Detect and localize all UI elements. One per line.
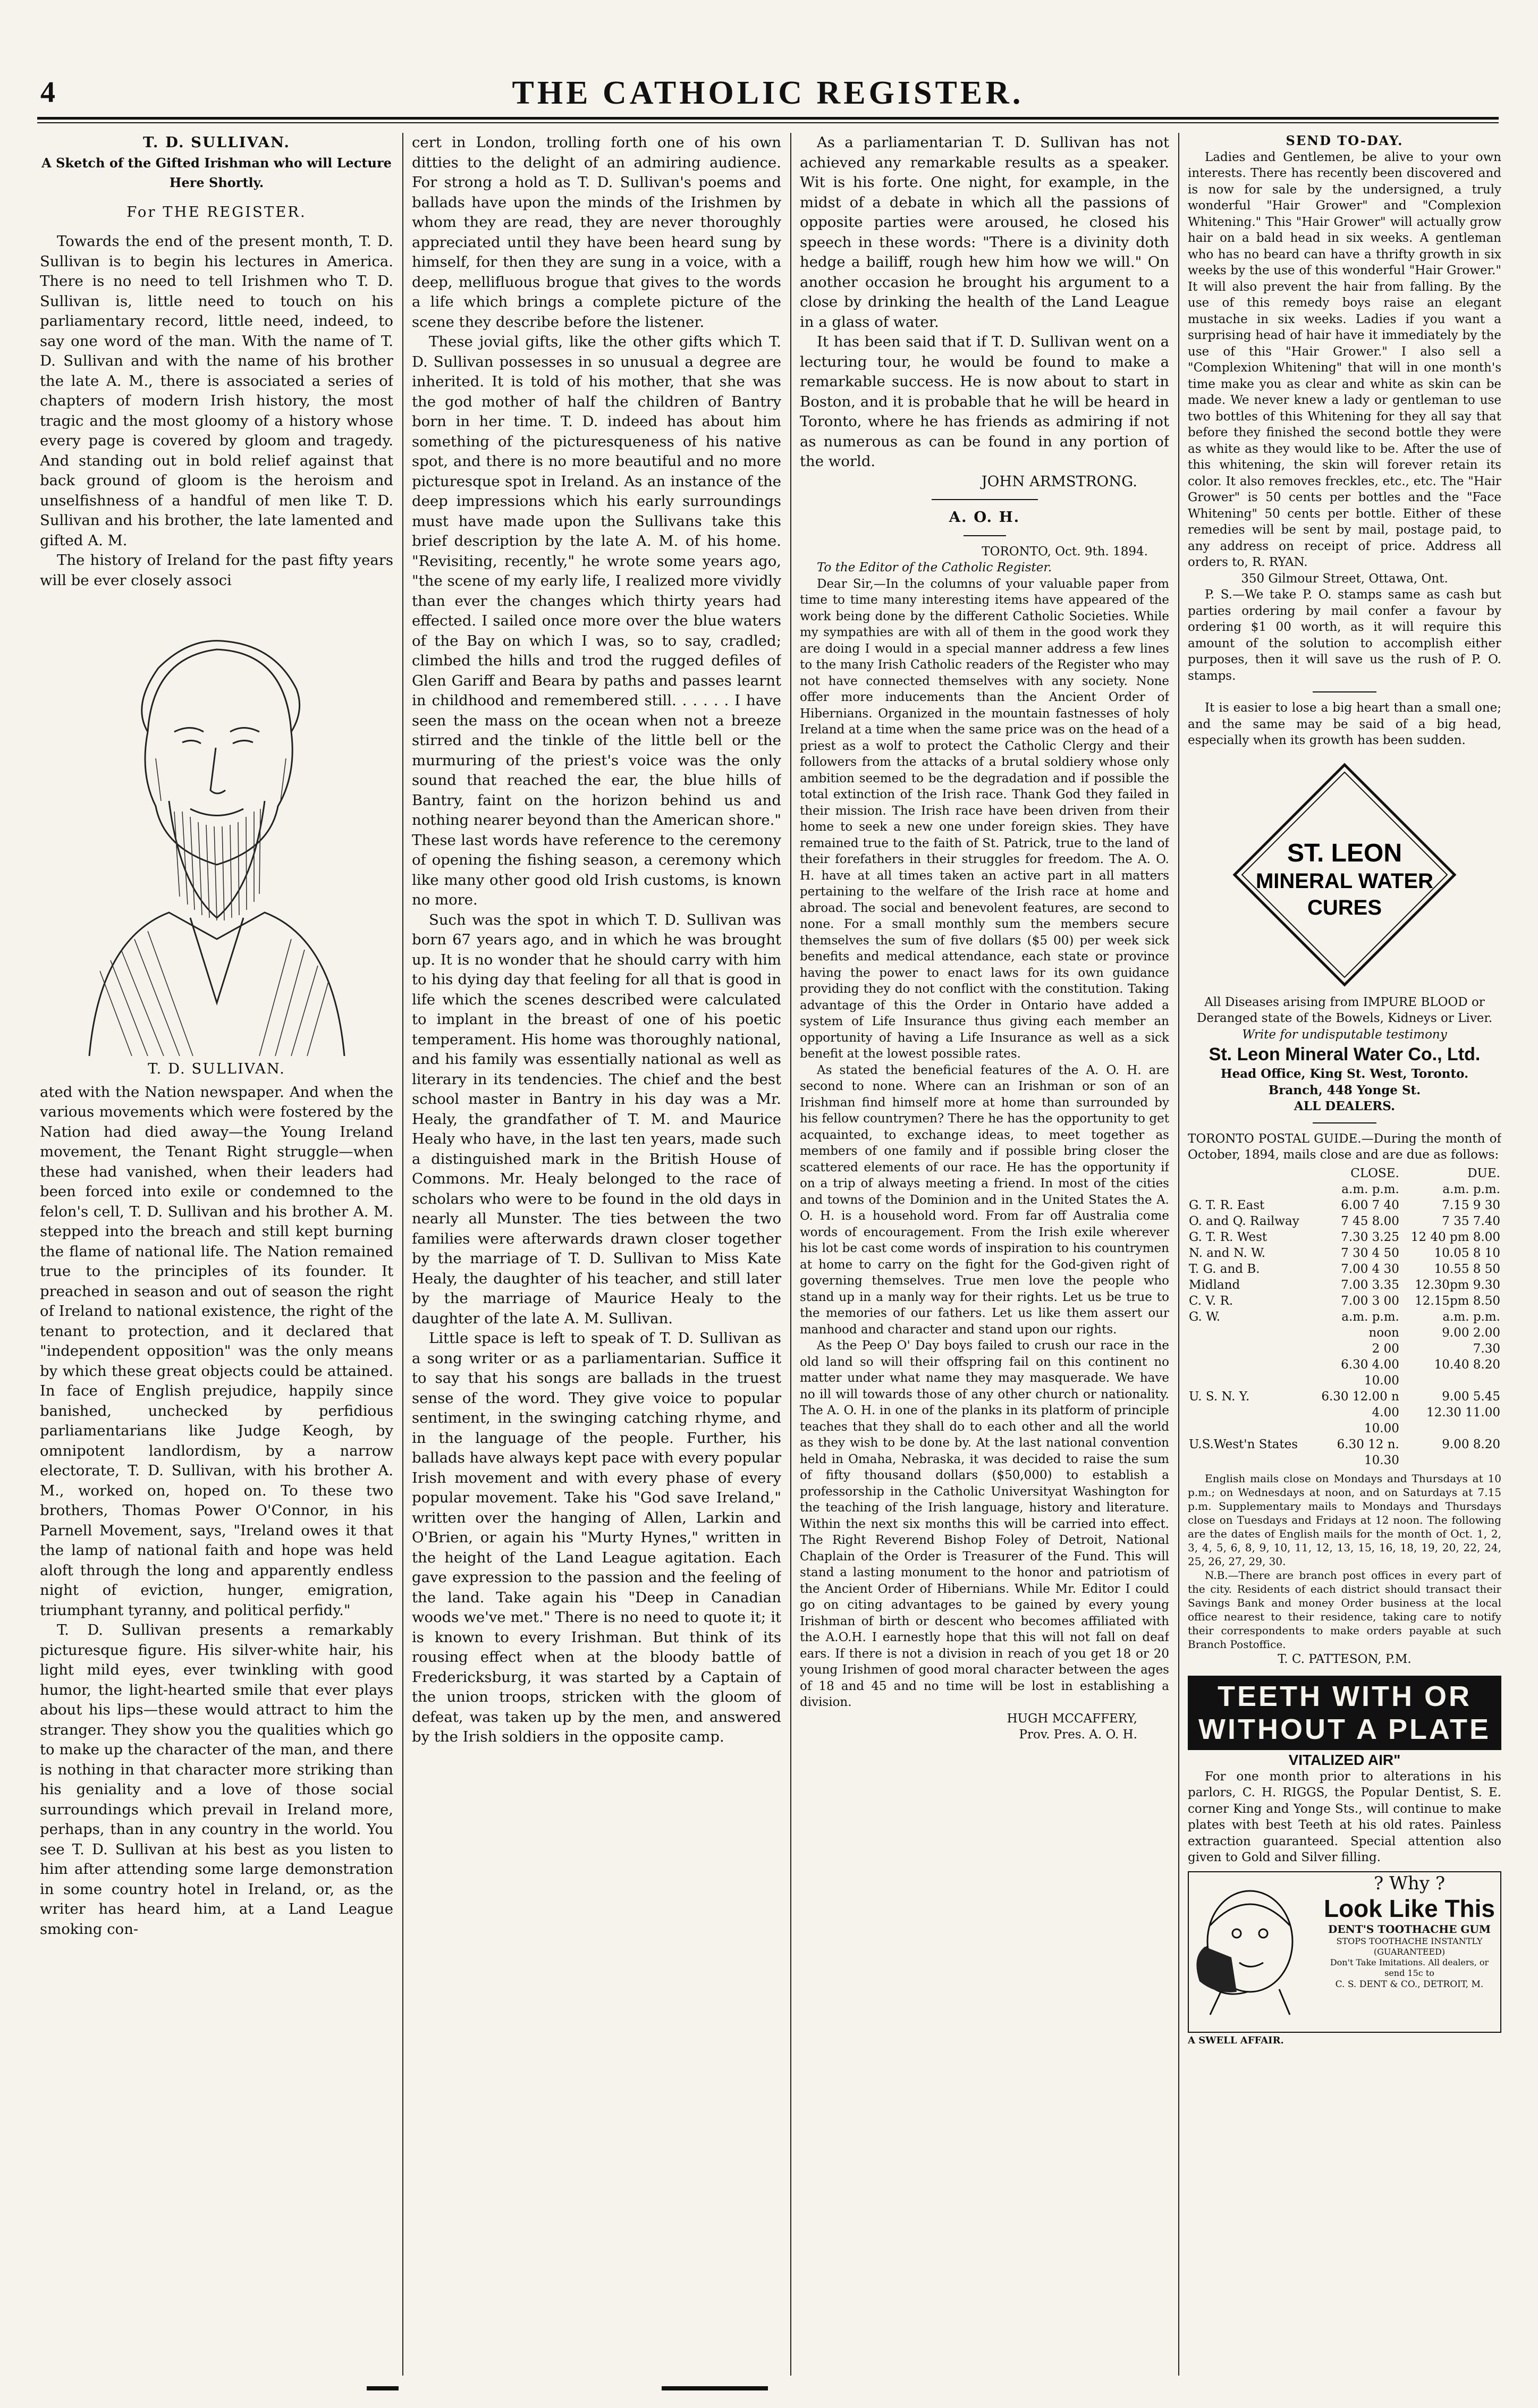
section-divider (964, 535, 1006, 536)
ad-hair-headline: SEND TO-DAY. (1286, 133, 1404, 148)
section-divider (932, 499, 1038, 500)
table-row: 10.30 (1364, 1453, 1399, 1467)
gum-guarantee: (GUARANTEED) (1373, 1946, 1446, 1957)
teeth-banner-line2: WITHOUT A PLATE (1198, 1713, 1491, 1745)
postal-subheader: a.m. p.m. (1341, 1182, 1399, 1196)
printer-mark (662, 2386, 768, 2390)
gum-product: DENT'S TOOTHACHE GUM (1328, 1922, 1491, 1936)
table-row: 10.00 (1364, 1373, 1399, 1388)
gum-headline: Look Like This (1323, 1894, 1495, 1922)
postal-guide-note: N.B.—There are branch post offices in every part of the city. Residents of each district should transact their Savings Bank and money Order business at the local office nearest to their residence, taking care to notify their correspondents to make orders payable at such Branch Postoffice. (1188, 1568, 1501, 1651)
table-row: U. S. N. Y. 6.30 12.00 n 9.00 5.45 (1189, 1389, 1500, 1404)
article-headline: T. D. SULLIVAN. (143, 134, 290, 151)
table-row: Midland 7.00 3.35 12.30pm 9.30 (1189, 1278, 1500, 1292)
column-4 (1188, 133, 1501, 2376)
table-row: T. G. and B. 7.00 4 30 10.55 8 50 (1189, 1262, 1500, 1276)
table-row: G. T. R. East 6.00 7 40 7.15 9 30 (1189, 1198, 1500, 1212)
gum-ad-text (1322, 1872, 1497, 1990)
st-leon-diamond-logo (1230, 761, 1459, 989)
postal-guide-signature: T. C. PATTESON, P.M. (1278, 1652, 1412, 1666)
ad-hair-text: Ladies and Gentlemen, be alive to your own interests. There has recently been discovered and is now for sale by the undersigned, a truly wonderful "Hair Grower" and "Complexion Whitening." This "Hair Grower" will actually grow hair on a bald head in six weeks. A gentleman who has no beard can have a thrifty growth in six weeks by the use of this wonderful "Hair Grower." It will also prevent the hair from falling. By the use of this remedy boys raise an elegant mustache in six weeks. Ladies if you want a surprising head of hair have it immediately by the use of this "Hair Grower." I also sell a "Complexion Whitening" that will in one month's time make you as clear and white as skin can be made. We never knew a lady or gentleman to use two bottles of this Whitening for they all say that before they finished the second bottle they were as white as they would like to be. After the use of this whitening, the skin will forever retain its color. It also removes freckles, etc., etc. The "Hair Grower" is 50 cents per bottles and the "Face Whitening" 50 cents per bottle. Either of these remedies will be sent by mail, postage paid, to any address on receipt of price. Address all orders to, R. RYAN. (1188, 150, 1501, 569)
article-paragraph: It has been said that if T. D. Sullivan went on a lecturing tour, he would be found to make a remarkable success. He is now about to start in Boston, and it is probable that he will be heard in Toronto, where he has friends as admiring if not as numerous as can be found in any portion of the world. (800, 333, 1169, 470)
portrait-engraving (68, 599, 366, 1056)
letter-paragraph: Dear Sir,—In the columns of your valuable paper from time to time many interesting items have appeared of the work being done by the different Catholic Societies. While my sympathies are with all of them in the good work they are doing I would in a special manner address a few lines to the many Irish Catholic readers of the Register who may not have connected themselves with any society. None offer more inducements than the Ancient Order of Hibernians. Organized in the mountain fastnesses of holy Ireland at a time when the same price was on the head of a priest as a wolf to protect the Catholic Clergy and their followers from the attacks of a brutal soldiery whose only ambition seemed to be the degradation and if possible the total extinction of the Irish race. Thank God they failed in their mission. The Irish race have been driven from their home to seek a new one under foreign skies. They have remained true to the faith of St. Patrick, true to the land of their forefathers in their struggles for freedom. The A. O. H. have at all times taken an active part in all matters pertaining to the welfare of the Irish race at home and abroad. The social and benevolent features, are second to none. For a small monthly sum the members secure themselves the sum of five dollars ($5 00) per week sick benefits and medical attendance, each state or province having the power to enact laws for its own guidance providing they do not conflict with the constitution. Taking advantage of this the Order in Ontario have added a system of Life Insurance thus giving each member an opportunity of having a Life Insurance as well as a sick benefit at the lowest possible rates. (800, 577, 1169, 1061)
filler-quote: It is easier to lose a big heart than a small one; and the same may be said of a big head, especially when its growth has been sudden. (1188, 701, 1501, 747)
column-3 (800, 133, 1169, 2376)
st-leon-company: St. Leon Mineral Water Co., Ltd. (1209, 1044, 1481, 1064)
teeth-banner-line1: TEETH WITH OR (1218, 1680, 1472, 1712)
column-divider (1178, 133, 1179, 2376)
postal-guide-note: English mails close on Mondays and Thursdays at 10 p.m.; on Wednesdays at noon, and on Saturdays at 7.15 p.m. Supplementary mails to Mondays and Thursdays close on Tuesdays and Fridays at 12 noon. The following are the dates of English mails for the month of Oct. 1, 2, 3, 4, 5, 6, 8, 9, 10, 11, 12, 13, 15, 16, 18, 19, 20, 22, 24, 25, 26, 27, 29, 30. (1188, 1472, 1501, 1568)
article-signature: JOHN ARMSTRONG. (981, 472, 1137, 490)
postal-due-header: DUE. (1467, 1166, 1500, 1180)
st-leon-branch: Branch, 448 Yonge St. (1268, 1083, 1421, 1097)
table-row: 10.00 (1364, 1421, 1399, 1435)
teeth-ad-text: For one month prior to alterations in his parlors, C. H. RIGGS, the Popular Dentist, S. E. corner King and Yonge Sts., will continue to make plates with best Teeth at his old rates. Painless extraction guaranteed. Special attention also given to Gold and Silver filling. (1188, 1769, 1501, 1864)
postal-guide-intro: TORONTO POSTAL GUIDE.—During the month of October, 1894, mails close and are due as follows: (1188, 1131, 1501, 1162)
st-leon-line2: MINERAL WATER (1255, 869, 1434, 893)
gum-claim: STOPS TOOTHACHE INSTANTLY (1336, 1936, 1483, 1946)
letter-signature-title: Prov. Pres. A. O. H. (1019, 1728, 1137, 1742)
letter-paragraph: As the Peep O' Day boys failed to crush our race in the old land so will their offspring fail on this continent no matter under what name they may masquerade. We have no ill will towards those of any other church or nationality. The A. O. H. in one of the planks in its platform of principle teaches that they shall do to each other and all the world as they wish to be done by. At the last national convention held in Omaha, Nebraska, it was decided to raise the sum of fifty thousand dollars ($50,000) to establish a professorship in the Catholic Universityat Washington for the teaching of the Irish language, history and literature. Within the next six months this will be carried into effect. The Right Reverend Bishop Foley of Detroit, National Chaplain of the Order is Treasurer of the Fund. This will stand a lasting monument to the honor and patriotism of the Ancient Order of Hibernians. While Mr. Editor I could go on citing advantages to be gained by every young Irishman of birth or descent who becomes affiliated with the A.O.H. I earnestly hope that this will not fall on deaf ears. If there is not a division in reach of you get 18 or 20 young Irishmen of good moral character between the ages of 18 and 45 and no time will be lost in establishing a division. (800, 1339, 1169, 1709)
article-paragraph: T. D. Sullivan presents a remarkably picturesque figure. His silver-white hair, his light mild eyes, ever twinkling with good humor, the light-hearted smile that ever plays about his lips—these would attract to him the stranger. They show you the qualities which go to make up the character of the man, and there is nothing in that character more striking than his geniality and a love of those social surroundings which prevail in Ireland more, perhaps, than in any country in the world. You see T. D. Sullivan at his best as you listen to him after attending some large demonstration in some country hotel in Ireland, or, as the writer has heard him, at a Land League smoking con- (40, 1621, 393, 1938)
swollen-face-illustration (1189, 1878, 1311, 2016)
table-row: N. and N. W. 7 30 4 50 10.05 8 10 (1189, 1246, 1500, 1260)
letter-signature-name: HUGH MCCAFFERY, (1007, 1711, 1137, 1726)
article-paragraph: The history of Ireland for the past fifty years will be ever closely associ (40, 552, 393, 589)
article-paragraph: These jovial gifts, like the other gifts which T. D. Sullivan possesses in so unusual a degree are inherited. It is told of his mother, that she was the god mother of half the children of Bantry born in her time. T. D. indeed has about him something of the picturesqueness of his native spot, and there is no more beautiful and no more picturesque spot in Ireland. As an instance of the deep impressions which his early surroundings must have made upon the Sullivans take this brief description by the late A. M. of his home. "Revisiting, recently," he wrote some years ago, "the scene of my early life, I realized more vividly than ever the changes which thirty years had effected. I sailed once more over the blue waters of the Bay on which I was, so to say, cradled; climbed the hills and trod the rugged defiles of Glen Gariff and Beara by paths and passes learnt in childhood and remembered still. . . . . . I have seen the mass on the ocean when not a breeze stirred and the tinkle of the little bell or the murmuring of the priest's voice was the only sound that reached the ear, the blue hills of Bantry, faint on the horizon behind us and nothing nearer beyond than the American shore." These last words have reference to the ceremony of opening the fishing season, a ceremony which like many other good old Irish customs, is known no more. (412, 333, 781, 908)
table-row: 2 00 7.30 (1372, 1341, 1500, 1356)
letter-paragraph: As stated the beneficial features of the A. O. H. are second to none. Where can an Irishman or son of an Irishman find himself more at home than surrounded by his fellow countrymen? There he has the opportunity to get acquainted, to exchange ideas, to meet together as members of one family and if possible bring closer the scattered elements of our race. He has the opportunity if on a trip of always meeting a friend. In most of the cities and towns of the Dominion and in the United States the A. O. H. is a household word. From far off Australia come words of encouragement. From the Irish exile wherever his lot be cast come words of inspiration to his countrymen at home to carry on the fight for the God-given right of governing themselves. True men love the people who stand up in a manly way for their rights. Let us be true to the memories of our fathers. Let us like them assert our manhood and character and stand upon our rights. (800, 1063, 1169, 1337)
masthead-rule (37, 117, 1499, 120)
newspaper-title: THE CATHOLIC REGISTER. (512, 75, 1024, 111)
gum-maker: C. S. DENT & CO., DETROIT, M. (1335, 1979, 1484, 1990)
masthead-rule-thin (37, 122, 1499, 123)
ad-hair-ps: P. S.—We take P. O. stamps same as cash but parties ordering by mail confer a favour by ordering $1 00 worth, as it will require this amount of the solution to accomplish either purposes, then it will save us the rush of P. O. stamps. (1188, 588, 1501, 683)
letter-salutation: To the Editor of the Catholic Register. (817, 561, 1052, 574)
table-row: U.S.West'n States 6.30 12 n. 9.00 8.20 (1189, 1437, 1500, 1451)
column-1 (40, 133, 393, 2376)
postal-guide-table (1188, 1165, 1501, 1468)
st-leon-diseases: All Diseases arising from IMPURE BLOOD or Deranged state of the Bowels, Kidneys or Liver. (1196, 995, 1493, 1025)
teeth-ad-subhead: VITALIZED AIR" (1288, 1752, 1401, 1768)
table-row: G. W. a.m. p.m. a.m. p.m. (1189, 1309, 1500, 1324)
table-row: C. V. R. 7.00 3 00 12.15pm 8.50 (1189, 1294, 1500, 1308)
teeth-ad-banner (1188, 1676, 1501, 1750)
st-leon-line1: ST. LEON (1287, 839, 1402, 867)
gum-question: ? Why ? (1373, 1872, 1446, 1894)
st-leon-head-office: Head Office, King St. West, Toronto. (1220, 1067, 1469, 1081)
article-byline: For THE REGISTER. (126, 203, 307, 221)
section-divider (1313, 691, 1376, 692)
masthead (37, 74, 1499, 112)
ad-hair-address: 350 Gilmour Street, Ottawa, Ont. (1241, 571, 1448, 586)
article-paragraph: Towards the end of the present month, T. D. Sullivan is to begin his lectures in America. There is no need to tell Irishmen who T. D. Sullivan is, little need to touch on his parliamentary record, little need, indeed, to say one word of the man. With the name of T. D. Sullivan and with the name of his brother the late A. M., there is associated a series of chapters of modern Irish history, the most tragic and the most gloomy of a history whose every page is covered by gloom and tragedy. And standing out in bold relief against that back ground of gloom is the heroism and unselfishness of a handful of men like T. D. Sullivan and his brother, the late lamented and gifted A. M. (40, 233, 393, 549)
letter-headline: A. O. H. (949, 509, 1020, 526)
table-row: O. and Q. Railway 7 45 8.00 7 35 7.40 (1189, 1214, 1500, 1228)
column-2 (412, 133, 781, 2376)
article-paragraph: cert in London, trolling forth one of his own ditties to the delight of an admiring audience. For strong a hold as T. D. Sullivan's poems and ballads have upon the minds of the Irishmen by whom they are read, they are never thoroughly appreciated until they have been heard sung by himself, for then they are sung in a voice, with a deep, mellifluous brogue that gives to the words a life which brings a complete picture of the scene they describe before the listener. (412, 134, 781, 331)
column-divider (402, 133, 403, 2376)
st-leon-dealers: ALL DEALERS. (1294, 1099, 1396, 1113)
table-row: G. T. R. West 7.30 3.25 12 40 pm 8.00 (1189, 1230, 1500, 1244)
postal-close-header: CLOSE. (1350, 1166, 1399, 1180)
article-paragraph: As a parliamentarian T. D. Sullivan has not achieved any remarkable results as a speaker. Wit is his forte. One night, for example, in the midst of a debate in which all the passions of opposite parties were aroused, he closed his speech in these words: "There is a divinity doth hedge a bailiff, rough hew him how we will." On another occasion he brought his argument to a close by drinking the health of the Land League in a glass of water. (800, 134, 1169, 331)
portrait-caption: T. D. SULLIVAN. (148, 1060, 285, 1077)
table-row: noon 9.00 2.00 (1368, 1325, 1500, 1340)
postal-subheader: a.m. p.m. (1442, 1182, 1500, 1196)
article-paragraph: Such was the spot in which T. D. Sullivan was born 67 years ago, and in which he was brought up. It is no wonder that he should carry with him to his dying day that feeling for all that is good in life which the scenes described were calculated to implant in the breast of one of his poetic temperament. His home was thoroughly national, and his family was essentially national as well as literary in its tendencies. The chief and the best school master in Bantry in his day was a Mr. Healy, the grandfather of T. M. and Maurice Healy who have, in the last ten years, made such a distinguished mark in the British House of Commons. Mr. Healy belonged to the race of scholars who were to be found in the old days in nearly all Munster. The ties between the two families were afterwards drawn closer together by the marriage of T. D. Sullivan to Miss Kate Healy, the daughter of his teacher, and still later by the marriage of Maurice Healy to the daughter of the late A. M. Sullivan. (412, 911, 781, 1327)
st-leon-testimony: Write for undisputable testimony (1242, 1027, 1447, 1042)
gum-caption: A SWELL AFFAIR. (1188, 2034, 1284, 2046)
table-row: 6.30 4.00 10.40 8.20 (1341, 1357, 1500, 1372)
article-paragraph: ated with the Nation newspaper. And when the various movements which were fostered by the Nation had died away—the Young Ireland movement, the Tenant Right struggle—when these had vanished, when their leaders had been forced into exile or condemned to the felon's cell, T. D. Sullivan and his brother A. M. stepped into the breach and still kept burning the flame of national life. The Nation remained true to the principles of its founder. It preached in season and out of season the right of Ireland to national existence, the right of the tenant to protection, and it declared that "independent opposition" was the only means by which these great objects could be attained. In face of English prejudice, happily since banished, unchecked by perfidious parliamentarians like Judge Keogh, by omnipotent landlordism, by a narrow electorate, T. D. Sullivan, with his brother A. M., worked on, hoped on. To these two brothers, Thomas Power O'Connor, in his Parnell Movement, says, "Ireland owes it that the lamp of national faith and hope was held aloft through the long and apparently endless night of eviction, hunger, emigration, triumphant tyranny, and political perfidy." (40, 1083, 393, 1619)
st-leon-line3: CURES (1307, 895, 1382, 919)
article-subhead: A Sketch of the Gifted Irishman who will Lecture Here Shortly. (41, 155, 392, 190)
article-paragraph: Little space is left to speak of T. D. Sullivan as a song writer or as a parliamentarian. Suffice it to say that his songs are ballads in the truest sense of the word. They give voice to popular sentiment, in the swinging catching rhyme, and in the language of the people. Further, his ballads have always kept pace with every popular Irish movement and with every phase of every popular movement. Take his "God save Ireland," written over the hanging of Allen, Larkin and O'Brien, or again his "Murty Hynes," written in the height of the Land League agitation. Each gave expression to the passion and the feeling of the land. Take again his "Deep in Canadian woods we've met." There is no need to quote it; it is known to every Irishman. But think of its rousing effect when at the bloody battle of Fredericksburg, it was started by a Captain of the union troops, stricken with the gloom of defeat, was taken up by the men, and answered by the Irish soldiers in the opposite camp. (412, 1330, 781, 1745)
printer-mark (367, 2386, 399, 2390)
toothache-gum-ad (1188, 1871, 1501, 2033)
gum-imitations: Don't Take Imitations. All dealers, or send 15c to (1330, 1957, 1489, 1978)
page-number: 4 (40, 76, 55, 109)
table-row: 4.00 12.30 11.00 (1372, 1405, 1500, 1420)
column-divider (790, 133, 791, 2376)
section-divider (1313, 1122, 1376, 1123)
letter-dateline: TORONTO, Oct. 9th. 1894. (982, 544, 1148, 559)
